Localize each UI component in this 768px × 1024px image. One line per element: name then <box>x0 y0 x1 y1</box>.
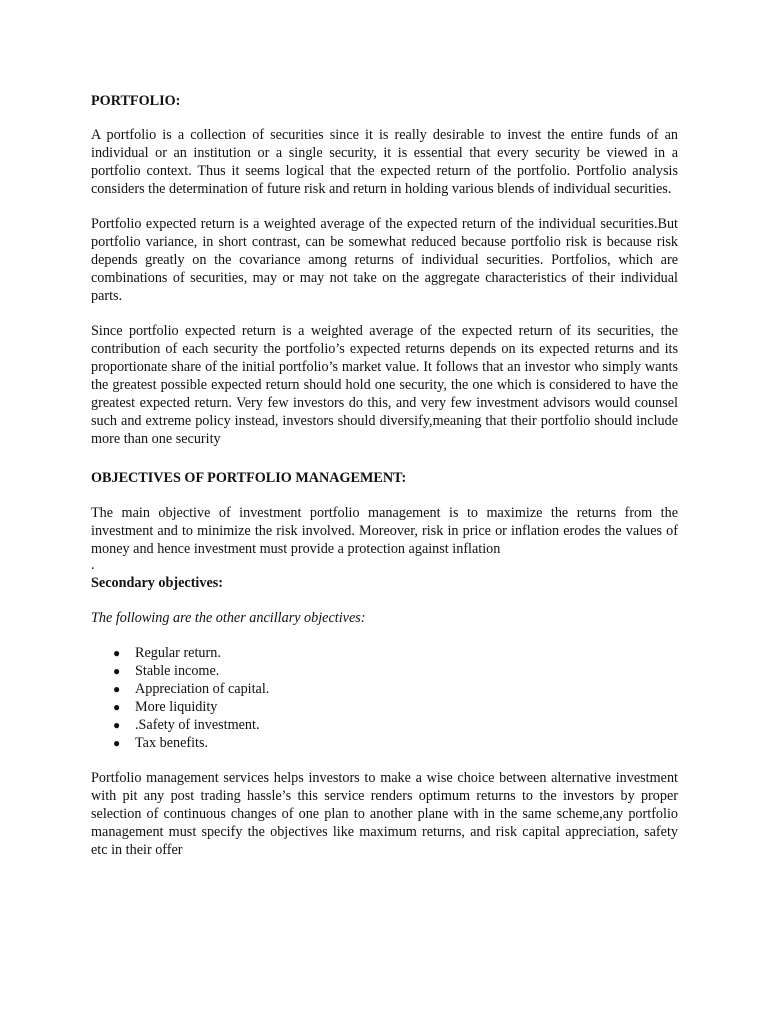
bullet-icon: ● <box>113 664 121 678</box>
paragraph-expected-return: Portfolio expected return is a weighted average of the expected return of the individual securities.But portfolio variance, in short contrast, can be somewhat reduced because portfolio risk is because risk depends greatly on the covariance among returns of individual securities. Portfolios, which are combinations of securities, may or may not take on the aggregate characteristics of their individual parts. <box>91 216 678 304</box>
list-item: ● Appreciation of capital. <box>113 681 270 697</box>
list-item: ● Tax benefits. <box>113 735 209 751</box>
heading-secondary-objectives: Secondary objectives: <box>91 575 223 591</box>
list-item: ● Stable income. <box>113 663 220 679</box>
bullet-icon: ● <box>113 700 121 714</box>
bullet-icon: ● <box>113 736 121 750</box>
list-item: ● Regular return. <box>113 645 221 661</box>
paragraph-portfolio-definition: A portfolio is a collection of securities since it is really desirable to invest the entire funds of an individual or an institution or a single security, it is essential that every security be viewed in a portfolio context. Thus it seems logical that the expected return of the portfolio. Portfolio analysis considers the determination of future risk and return in holding various blends of individual securities. <box>91 127 678 197</box>
intro-ancillary-objectives: The following are the other ancillary objectives: <box>91 610 366 626</box>
list-item: ● More liquidity <box>113 699 218 715</box>
paragraph-portfolio-services: Portfolio management services helps investors to make a wise choice between alternative investment with pit any post trading hassle’s this service renders optimum returns to the investors by proper selection of continuous changes of one plan to another plane with in the same scheme,any portfolio management must specify the objectives like maximum returns, and risk capital appreciation, safety etc in their offer <box>91 770 678 858</box>
bullet-icon: ● <box>113 718 121 732</box>
heading-objectives: OBJECTIVES OF PORTFOLIO MANAGEMENT: <box>91 470 407 486</box>
objectives-list <box>91 644 678 752</box>
list-item: ● .Safety of investment. <box>113 717 260 733</box>
paragraph-diversification: Since portfolio expected return is a weighted average of the expected return of its securities, the contribution of each security the portfolio’s expected returns depends on its expected returns and its proportionate share of the initial portfolio’s market value. It follows that an investor who simply wants the greatest possible expected return should hold one security, the one which is considered to have the greatest expected return. Very few investors do this, and very few investment advisors would counsel such and extreme policy instead, investors should diversify,meaning that their portfolio should include more than one security <box>91 323 678 447</box>
document-page <box>91 92 678 859</box>
bullet-icon: ● <box>113 646 121 660</box>
stray-dot: . <box>91 557 95 573</box>
paragraph-main-objective: The main objective of investment portfolio management is to maximize the returns from the investment and to minimize the risk involved. Moreover, risk in price or inflation erodes the values of money and hence investment must provide a protection against inflation <box>91 505 678 557</box>
bullet-icon: ● <box>113 682 121 696</box>
heading-portfolio: PORTFOLIO: <box>91 93 181 109</box>
